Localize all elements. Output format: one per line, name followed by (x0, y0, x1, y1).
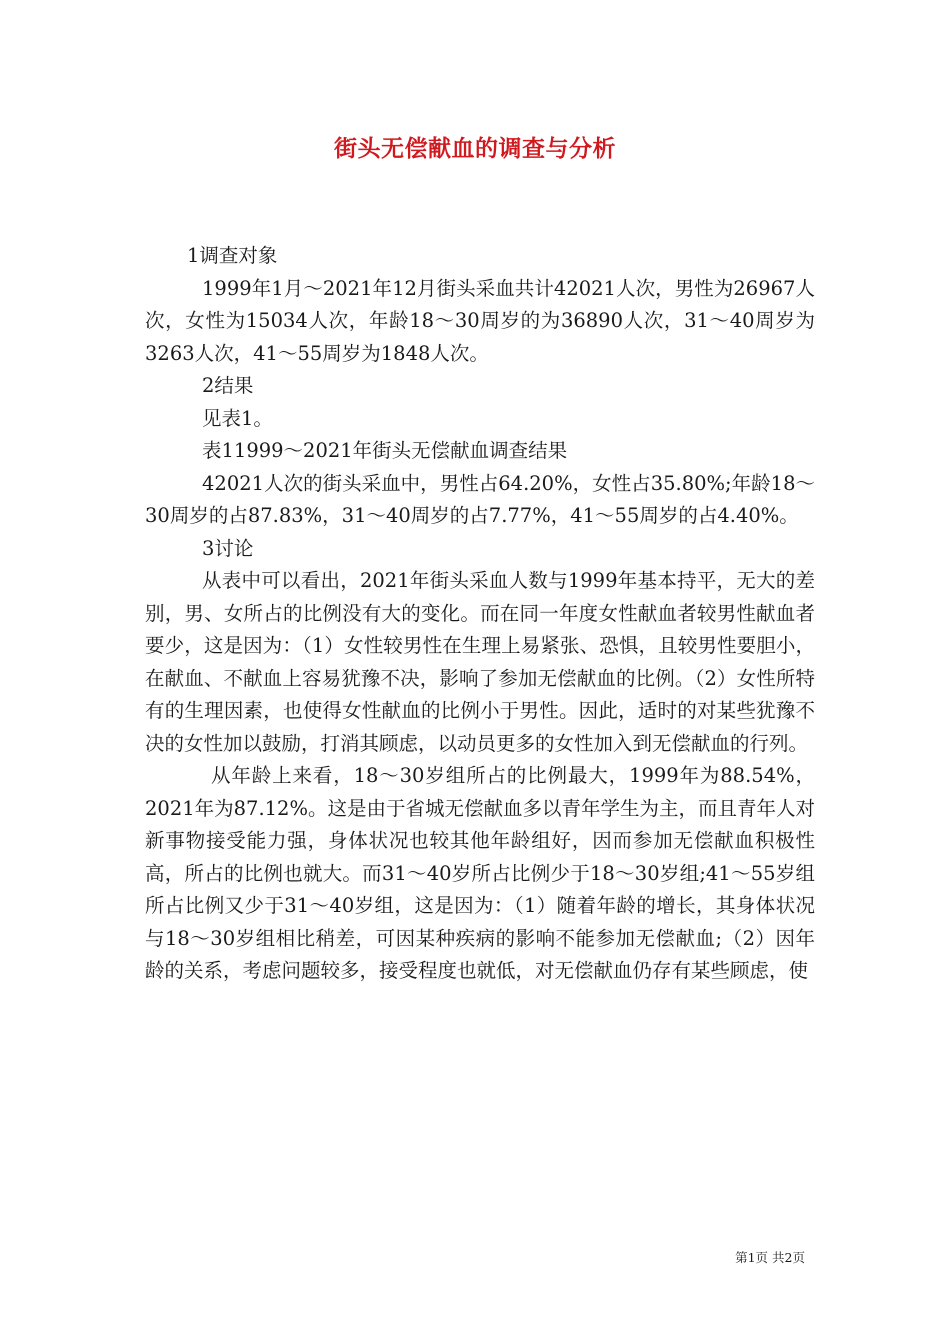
section-2-paragraph: 42021人次的街头采血中，男性占64.20%，女性占35.80%;年龄18～30周岁的占87.83%，31～40周岁的占7.77%，41～55周岁的占4.40%。 (145, 471, 815, 527)
document-body (145, 240, 815, 988)
section-1-heading: 1调查对象 (187, 244, 278, 267)
page-number: 第1页 共2页 (735, 1250, 805, 1265)
section-3-paragraph-2: 从年龄上来看，18～30岁组所占的比例最大，1999年为88.54%，2021年为87.12%。这是由于省城无偿献血多以青年学生为主，而且青年人对新事物接受能力强，身体状况也较其他年龄组好，因而参加无偿献血积极性高，所占的比例也就大。而31～40岁所占比例少于18～30岁组;41～55岁组所占比例又少于31～40岁组，这是因为：（1）随着年龄的增长，其身体状况与18～30岁组相比稍差，可因某种疾病的影响不能参加无偿献血;（2）因年龄的关系，考虑问题较多，接受程度也就低，对无偿献血仍存有某些顾虑，使 (145, 764, 815, 982)
section-1-paragraph: 1999年1月～2021年12月街头采血共计42021人次，男性为26967人次，女性为15034人次，年龄18～30周岁的为36890人次，31～40周岁为3263人次，41～55周岁为1848人次。 (145, 276, 815, 365)
section-3-heading: 3讨论 (202, 536, 254, 560)
section-2-table-caption: 表11999～2021年街头无偿献血调查结果 (202, 439, 568, 462)
section-2-heading: 2结果 (202, 374, 254, 397)
document-title: 街头无偿献血的调查与分析 (334, 135, 616, 162)
section-2-table-reference: 见表1。 (202, 406, 273, 430)
section-3-paragraph-1: 从表中可以看出，2021年街头采血人数与1999年基本持平，无大的差别，男、女所占的比例没有大的变化。而在同一年度女性献血者较男性献血者要少，这是因为：（1）女性较男性在生理上易紧张、恐惧，且较男性要胆小，在献血、不献血上容易犹豫不决，影响了参加无偿献血的比例。（2）女性所特有的生理因素，也使得女性献血的比例小于男性。因此，适时的对某些犹豫不决的女性加以鼓励，打消其顾虑，以动员更多的女性加入到无偿献血的行列。 (145, 569, 815, 755)
